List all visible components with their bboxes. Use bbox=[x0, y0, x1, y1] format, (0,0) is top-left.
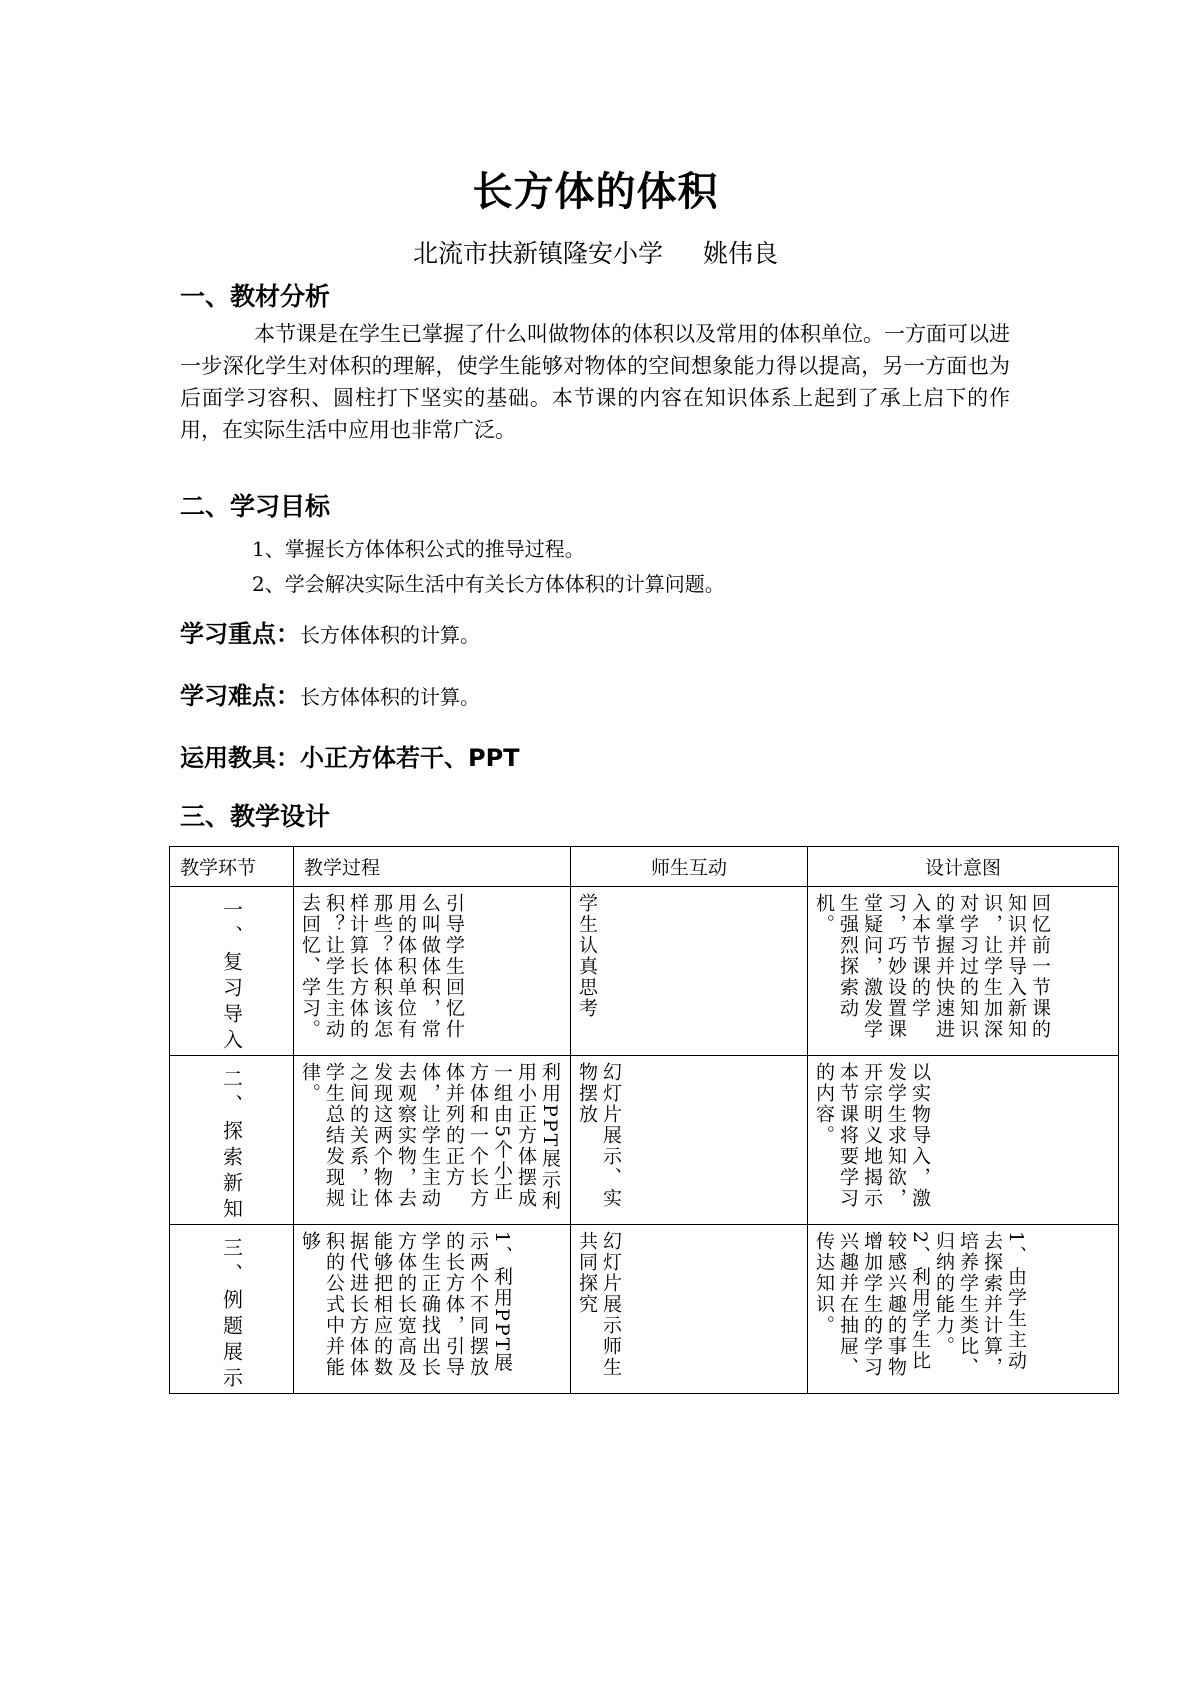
tools-label: 运用教具： bbox=[180, 744, 300, 772]
interaction-text: 幻灯片展示、实物摆放 bbox=[576, 1062, 622, 1209]
interaction-cell bbox=[571, 1225, 808, 1394]
header-intent: 设计意图 bbox=[808, 847, 1119, 887]
process-cell bbox=[294, 1056, 571, 1225]
intent-cell bbox=[808, 887, 1119, 1056]
header-interaction: 师生互动 bbox=[571, 847, 808, 887]
key-point bbox=[180, 614, 480, 649]
intent-text: 以实物导入，激发学生求知欲，开宗明义地揭示本节课将要学习的内容。 bbox=[813, 1062, 931, 1209]
process-text: 利用PPT展示利用小正方体摆成一组由5个小正方体和一个长方体并列的正方体，让学生主动去观察实物，去发现这两个物体之间的关系，让学生总结发现规律。 bbox=[299, 1062, 561, 1212]
process-text: 1、利用PPT展示两个不同摆放的长方体，引导学生正确找出长方体的长宽高及能够把相应的数据代进长方体体积的公式中并能够 bbox=[299, 1231, 513, 1378]
process-cell bbox=[294, 887, 571, 1056]
intent-text: 回忆前一节课的知识并导入新知识，让学生加深对学习过的知识的掌握并快速进入本节课的学习，巧妙设置课堂疑问，激发学生强烈探索动机。 bbox=[813, 893, 1051, 1040]
interaction-text: 学生认真思考 bbox=[576, 893, 598, 1019]
header-stage: 教学环节 bbox=[170, 847, 294, 887]
section-heading-analysis: 一、教材分析 bbox=[180, 282, 331, 311]
key-point-label: 学习重点： bbox=[180, 620, 300, 648]
process-cell bbox=[294, 1225, 571, 1394]
author-name: 姚伟良 bbox=[703, 239, 779, 268]
stage-label: 三、例题展示 bbox=[219, 1237, 244, 1393]
school-name: 北流市扶新镇隆安小学 bbox=[412, 239, 663, 268]
intent-cell bbox=[808, 1225, 1119, 1394]
interaction-cell bbox=[571, 887, 808, 1056]
section-heading-goals: 二、学习目标 bbox=[180, 492, 331, 521]
table-row bbox=[170, 1225, 1119, 1394]
section-heading-design: 三、教学设计 bbox=[180, 802, 331, 831]
difficulty-label: 学习难点： bbox=[180, 682, 300, 710]
intent-cell bbox=[808, 1056, 1119, 1225]
analysis-paragraph bbox=[180, 318, 1010, 446]
tools-value: 小正方体若干、PPT bbox=[300, 744, 520, 772]
goal-item: 2、学会解决实际生活中有关长方体体积的计算问题。 bbox=[252, 572, 725, 596]
stage-label: 一、复习导入 bbox=[219, 899, 244, 1055]
stage-label: 二、探索新知 bbox=[219, 1068, 244, 1224]
process-text: 引导学生回忆什么叫做体积，常用的体积单位有那些？体积该怎样计算长方体的积？让学生主动去回忆、学习。 bbox=[299, 893, 465, 1040]
analysis-text: 本节课是在学生已掌握了什么叫做物体的体积以及常用的体积单位。一方面可以进一步深化学生对体积的理解，使学生能够对物体的空间想象能力得以提高，另一方面也为后面学习容积、圆柱打下坚实的基础。本节课的内容在知识体系上起到了承上启下的作用，在实际生活中应用也非常广泛。 bbox=[180, 322, 1010, 442]
document-subtitle bbox=[0, 234, 1191, 270]
interaction-text: 幻灯片展示师生共同探究 bbox=[576, 1231, 622, 1378]
teaching-design-table bbox=[169, 846, 1119, 1394]
teaching-tools bbox=[180, 738, 520, 773]
difficulty bbox=[180, 676, 480, 711]
table-row bbox=[170, 1056, 1119, 1225]
goal-item: 1、掌握长方体体积公式的推导过程。 bbox=[252, 537, 585, 561]
intent-text: 1、由学生主动去探索并计算，培养学生类比、归纳的能力。2、利用学生比较感兴趣的事物增加学生的学习兴趣并在抽屉、传达知识。 bbox=[813, 1231, 1027, 1378]
stage-cell bbox=[170, 1225, 294, 1394]
key-point-value: 长方体体积的计算。 bbox=[300, 623, 480, 647]
document-title: 长方体的体积 bbox=[472, 169, 719, 215]
table-row bbox=[170, 887, 1119, 1056]
stage-cell bbox=[170, 1056, 294, 1225]
difficulty-value: 长方体体积的计算。 bbox=[300, 685, 480, 709]
header-process: 教学过程 bbox=[294, 847, 571, 887]
stage-cell bbox=[170, 887, 294, 1056]
table-header-row bbox=[170, 847, 1119, 887]
interaction-cell bbox=[571, 1056, 808, 1225]
